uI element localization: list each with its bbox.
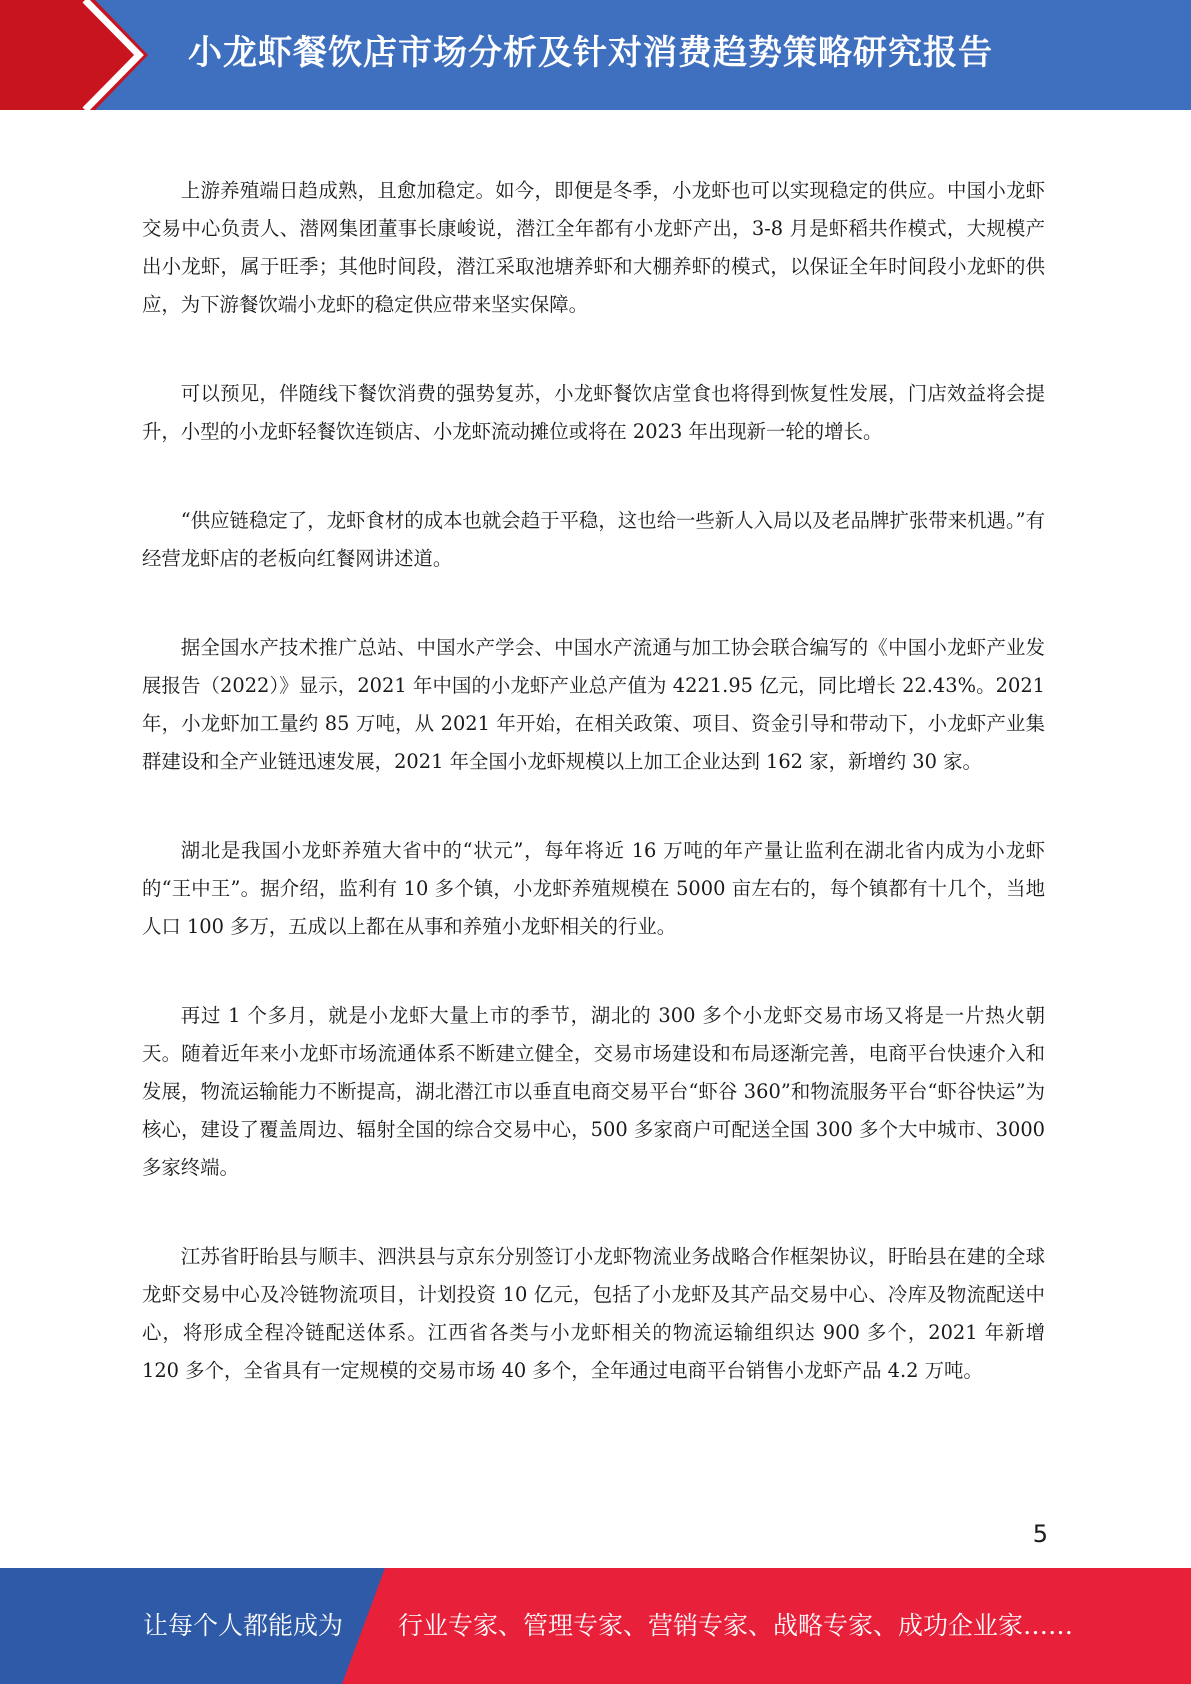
paragraph: 据全国水产技术推广总站、中国水产学会、中国水产流通与加工协会联合编写的《中国小龙虾产业发展报告（2022）》显示，2021 年中国的小龙虾产业总产值为 4221.95 亿元，同比增长 22.43%。2021 年，小龙虾加工量约 85 万吨，从 2021 年开始，在相关政策、项目、资金引导和带动下，小龙虾产业集群建设和全产业链迅速发展，2021 年全国小龙虾规模以上加工企业达到 162 家，新增约 30 家。: [142, 636, 1045, 773]
main-content: [142, 172, 1045, 1441]
footer-slogan-right: 行业专家、管理专家、营销专家、战略专家、成功企业家……: [398, 1611, 1074, 1640]
paragraph: 湖北是我国小龙虾养殖大省中的“状元”，每年将近 16 万吨的年产量让监利在湖北省内成为小龙虾的“王中王”。据介绍，监利有 10 多个镇，小龙虾养殖规模在 5000 亩左右的，每个镇都有十几个，当地人口 100 多万，五成以上都在从事和养殖小龙虾相关的行业。: [142, 839, 1045, 938]
paragraph: 再过 1 个多月，就是小龙虾大量上市的季节，湖北的 300 多个小龙虾交易市场又将是一片热火朝天。随着近年来小龙虾市场流通体系不断建立健全，交易市场建设和布局逐渐完善，电商平台快速介入和发展，物流运输能力不断提高，湖北潜江市以垂直电商交易平台“虾谷 360”和物流服务平台“虾谷快运”为核心，建设了覆盖周边、辐射全国的综合交易中心，500 多家商户可配送全国 300 多个大中城市、3000 多家终端。: [142, 1004, 1045, 1179]
paragraph: “供应链稳定了，龙虾食材的成本也就会趋于平稳，这也给一些新人入局以及老品牌扩张带来机遇。”有经营龙虾店的老板向红餐网讲述道。: [142, 509, 1045, 570]
header-banner: [0, 0, 1191, 110]
report-title: 小龙虾餐饮店市场分析及针对消费趋势策略研究报告: [188, 33, 993, 73]
paragraph: 上游养殖端日趋成熟，且愈加稳定。如今，即便是冬季，小龙虾也可以实现稳定的供应。中国小龙虾交易中心负责人、潜网集团董事长康峻说，潜江全年都有小龙虾产出，3-8 月是虾稻共作模式，大规模产出小龙虾，属于旺季；其他时间段，潜江采取池塘养虾和大棚养虾的模式，以保证全年时间段小龙虾的供应，为下游餐饮端小龙虾的稳定供应带来坚实保障。: [142, 179, 1045, 316]
paragraph: 江苏省盱眙县与顺丰、泗洪县与京东分别签订小龙虾物流业务战略合作框架协议，盱眙县在建的全球龙虾交易中心及冷链物流项目，计划投资 10 亿元，包括了小龙虾及其产品交易中心、冷库及物流配送中心，将形成全程冷链配送体系。江西省各类与小龙虾相关的物流运输组织达 900 多个，2021 年新增 120 多个，全省具有一定规模的交易市场 40 多个，全年通过电商平台销售小龙虾产品 4.2 万吨。: [142, 1245, 1045, 1382]
paragraph: 可以预见，伴随线下餐饮消费的强势复苏，小龙虾餐饮店堂食也将得到恢复性发展，门店效益将会提升，小型的小龙虾轻餐饮连锁店、小龙虾流动摊位或将在 2023 年出现新一轮的增长。: [142, 382, 1045, 443]
page-number: 5: [1032, 1520, 1048, 1548]
footer-banner: [0, 1568, 1191, 1684]
footer-slogan-left: 让每个人都能成为: [143, 1611, 344, 1640]
